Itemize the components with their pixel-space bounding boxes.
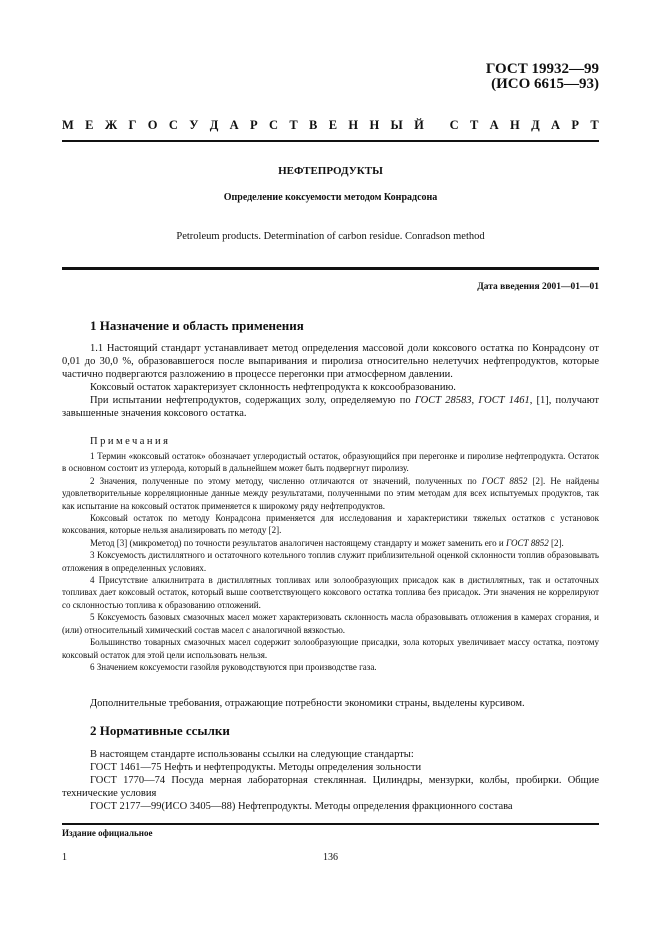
paragraph: Коксовый остаток характеризует склонность нефтепродукта к коксообразованию. <box>90 382 456 393</box>
banner-letter: Т <box>469 118 479 132</box>
reference: ГОСТ 8852 <box>481 475 528 486</box>
banner-letter: С <box>449 118 459 132</box>
gost-number-block <box>486 62 599 92</box>
gost-number: ГОСТ 19932—99 <box>485 61 599 77</box>
banner-letter: Н <box>369 118 380 132</box>
note: 2 Значения, полученные по этому методу, численно отличаются от значений, полученных по ГОСТ 8852 [2]. Не найдены удовлетворительные корреляционные данные между результатами, полученными по этим методам для всех испытуемых продуктов, так как испытание на коксовый остаток применяется к широкому ряду нефтепродуктов. <box>62 475 599 511</box>
banner-letter: Е <box>85 118 94 132</box>
banner-letter: А <box>229 118 239 132</box>
note: Коксовый остаток по методу Конрадсона применяется для исследования и характеристики тяжелых остатков с установок коксования, которые нельзя анализировать по методу [2]. <box>62 513 599 536</box>
banner-letter: Г <box>128 118 137 132</box>
note: Большинство товарных смазочных масел содержит золообразующие присадки, зола которых увеличивает массу остатка, поэтому коксовый остаток для этой цели использовать нельзя. <box>62 637 599 660</box>
reference: ГОСТ 8852 <box>506 537 549 548</box>
section-2-heading: 2 Нормативные ссылки <box>90 723 230 738</box>
notes-body <box>62 450 599 673</box>
heavy-rule <box>62 267 599 270</box>
banner-letter: М <box>62 118 74 132</box>
banner-letter: А <box>489 118 499 132</box>
paragraph: Дополнительные требования, отражающие потребности экономики страны, выделены курсивом. <box>90 698 525 709</box>
paragraph: При испытании нефтепродуктов, содержащих золу, определяемую по ГОСТ 28583, ГОСТ 1461, [1], получают завышенные значения коксового остатка. <box>62 395 600 419</box>
section-1-body <box>62 342 599 420</box>
reference-item: ГОСТ 1461—75 Нефть и нефтепродукты. Методы определения зольности <box>90 762 422 773</box>
footer-rule <box>62 823 599 825</box>
paragraph: 1.1 Настоящий стандарт устанавливает метод определения массовой доли коксового остатка по Конрадсону от 0,01 до 30,0 %, образовавшегося после выпаривания и пиролиза относительно нелетучих нефтепродуктов, которые частично подвергаются разложению в процессе перегонки при атмосферном давлении. <box>62 343 599 380</box>
iso-number: (ИСО 6615—93) <box>491 76 599 92</box>
reference: ГОСТ 28583 <box>414 395 472 406</box>
official-edition-label: Издание официальное <box>62 828 153 838</box>
banner-letter: Т <box>289 118 298 132</box>
paragraph: В настоящем стандарте использованы ссылки на следующие стандарты: <box>90 749 414 760</box>
note: 1 Термин «коксовый остаток» обозначает углеродистый остаток, образующийся при перегонке и пиролизе нефтепродукта. Остаток в основном состоит из углерода, который в дальнейшем может быть подвергнут пиролизу. <box>62 451 599 474</box>
banner-letter: Ы <box>390 118 403 132</box>
section-2-body <box>62 748 599 813</box>
banner-letter: В <box>309 118 318 132</box>
notes-label: Примечания <box>90 436 171 447</box>
notes-label-row <box>62 435 599 448</box>
banner-letter: Н <box>348 118 359 132</box>
document-title: НЕФТЕПРОДУКТЫ <box>278 165 383 177</box>
reference-item: ГОСТ 1770—74 Посуда мерная лабораторная стеклянная. Цилиндры, мензурки, колбы, пробирки. Общие технические условия <box>62 775 599 799</box>
additional-requirements <box>62 697 599 710</box>
banner-letter: Н <box>510 118 520 132</box>
introduction-date: Дата введения 2001—01—01 <box>477 282 599 292</box>
banner-letter: А <box>551 118 561 132</box>
interstate-standard-banner <box>62 118 599 133</box>
banner-letter: С <box>269 118 279 132</box>
banner-letter: Ж <box>104 118 118 132</box>
note: 3 Коксуемость дистиллятного и остаточного котельного топлив служит приблизительной оценкой склонности топлив образовывать отложения в определенных условиях. <box>62 550 599 573</box>
banner-letter: Е <box>328 118 338 132</box>
banner-letter: У <box>189 118 199 132</box>
banner-letter: О <box>147 118 158 132</box>
reference-item: ГОСТ 2177—99(ИСО 3405—88) Нефтепродукты. Методы определения фракционного состава <box>90 801 513 812</box>
banner-letter: Д <box>531 118 540 132</box>
section-1-heading: 1 Назначение и область применения <box>90 318 304 333</box>
banner-letter: Т <box>590 118 599 132</box>
left-number: 1 <box>62 852 67 863</box>
page-number: 136 <box>323 852 338 863</box>
english-title: Petroleum products. Determination of carbon residue. Conradson method <box>176 231 485 242</box>
note: 6 Значением коксуемости газойля руководствуются при производстве газа. <box>90 661 377 672</box>
reference: ГОСТ 1461 <box>478 395 530 406</box>
banner-letter: Д <box>209 118 219 132</box>
banner-letter: Й <box>414 118 424 132</box>
note: Метод [3] (микрометод) по точности результатов аналогичен настоящему стандарту и может заменить его и ГОСТ 8852 [2]. <box>90 537 564 548</box>
note: 4 Присутствие алкилнитрата в дистиллятных топливах или золообразующих присадок как в дистиллятных, так и остаточных топливах дает коксовый остаток, который выше соответствующего коксового остатка топлива без присадок. Эти значения не коррелируют со склонностью топлива к образованию отложений. <box>62 575 599 610</box>
note: 5 Коксуемость базовых смазочных масел может характеризовать склонность масла образовывать отложения в камерах сгорания, и (или) относительный химический состав масел с аналогичной вязкостью. <box>62 612 599 635</box>
banner-gap <box>435 118 438 133</box>
top-rule <box>62 140 599 142</box>
banner-letter: Р <box>250 118 258 132</box>
document-subtitle: Определение коксуемости методом Конрадсона <box>223 192 438 203</box>
banner-letter: С <box>168 118 178 132</box>
banner-letter: Р <box>571 118 580 132</box>
